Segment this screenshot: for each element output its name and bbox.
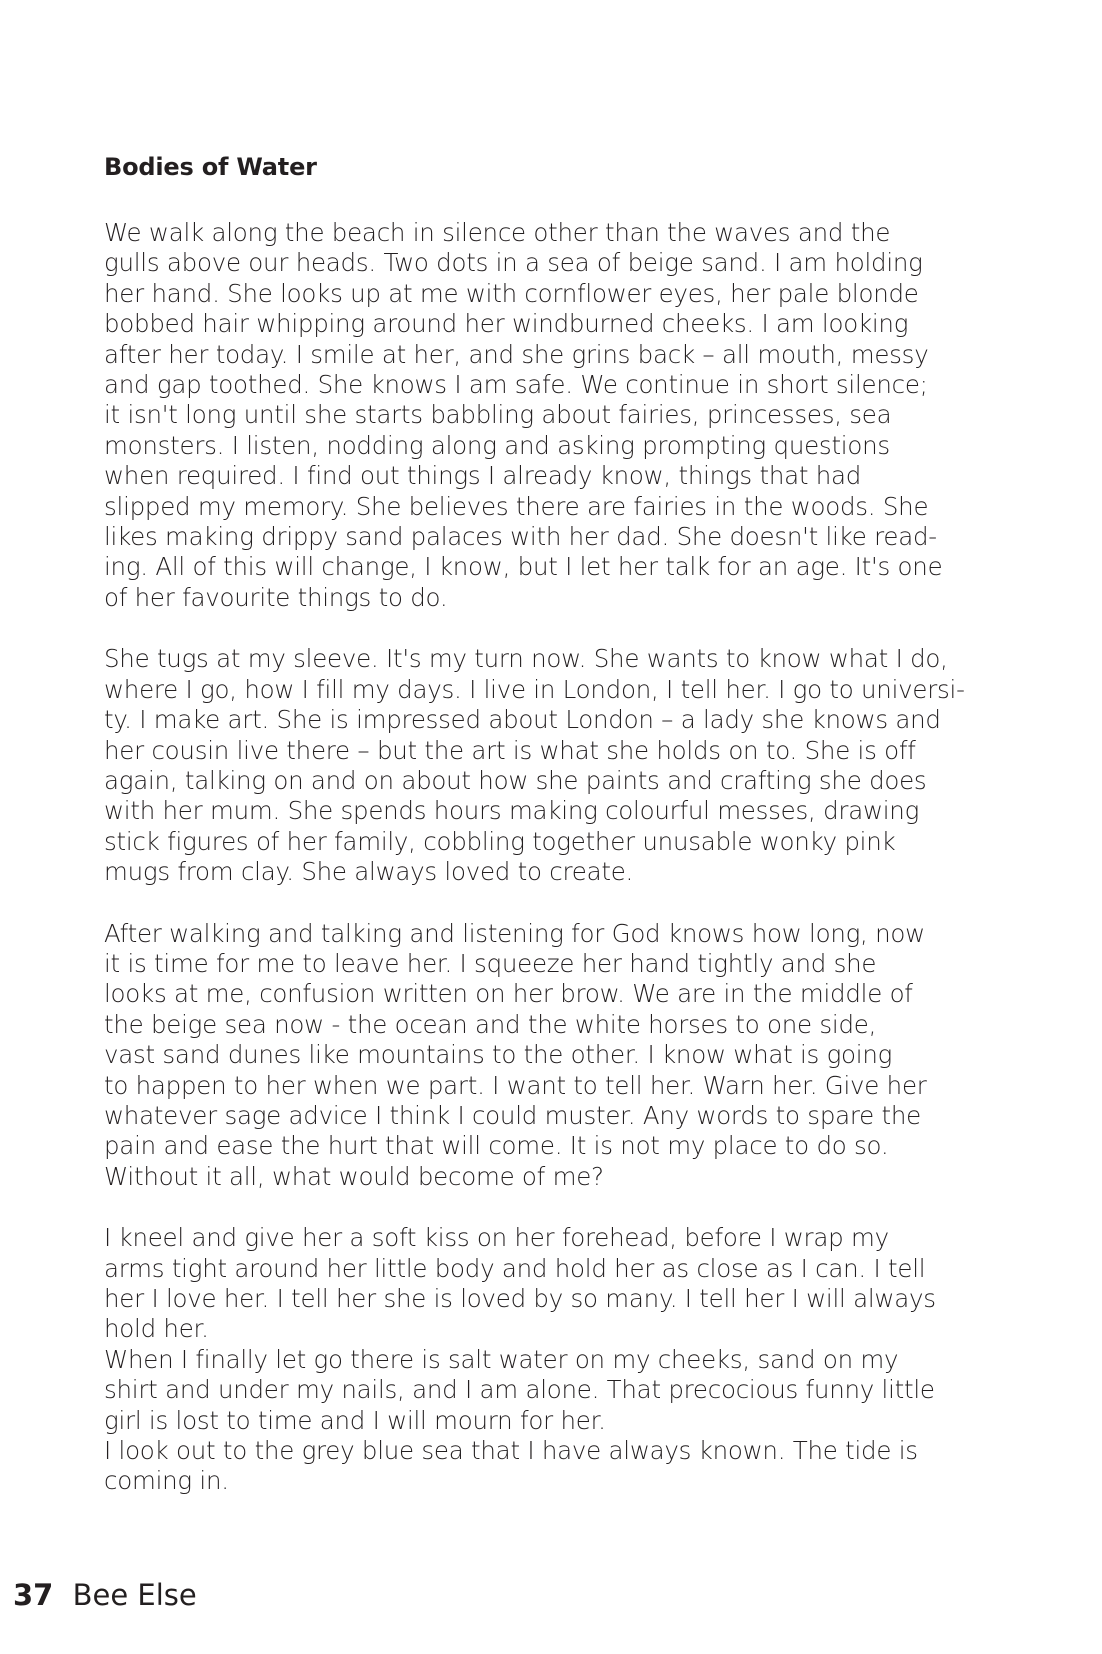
text-line: when required. I find out things I already know, things that had (104, 461, 862, 491)
text-line: We walk along the beach in silence other than the waves and the (104, 218, 891, 247)
text-line: looks at me, confusion written on her brow. We are in the middle of (104, 979, 913, 1009)
text-line: with her mum. She spends hours making colourful messes, drawing (104, 796, 920, 826)
text-line: her cousin live there – but the art is what she holds on to. She is off (104, 735, 916, 765)
text-line: ty. I make art. She is impressed about London – a lady she knows and (104, 705, 941, 735)
text-line: of her favourite things to do. (104, 582, 448, 612)
text-line: vast sand dunes like mountains to the other. I know what is going (104, 1040, 893, 1070)
text-line: I kneel and give her a soft kiss on her forehead, before I wrap my (104, 1223, 889, 1253)
text-line: likes making drippy sand palaces with her dad. She doesn't like read- (104, 522, 937, 552)
author-name: Bee Else (72, 1578, 197, 1612)
text-line: it is time for me to leave her. I squeeze her hand tightly and she (104, 948, 877, 978)
text-line: girl is lost to time and I will mourn for her. (104, 1405, 606, 1435)
text-line: monsters. I listen, nodding along and asking prompting questions (104, 430, 890, 460)
text-line: After walking and talking and listening for God knows how long, now (104, 918, 925, 948)
page-number: 37 (13, 1578, 54, 1612)
text-line: after her today. I smile at her, and she grins back – all mouth, messy (104, 339, 929, 369)
text-line: coming in. (104, 1466, 229, 1496)
paragraph-2 (104, 644, 1004, 887)
text-line: her I love her. I tell her she is loved by so many. I tell her I will always (104, 1284, 936, 1313)
text-line: where I go, how I fill my days. I live in London, I tell her. I go to universi- (104, 674, 965, 704)
text-line: and gap toothed. She knows I am safe. We continue in short silence; (104, 370, 928, 400)
text-line: hold her. (104, 1314, 209, 1344)
text-line: arms tight around her little body and hold her as close as I can. I tell (104, 1253, 926, 1283)
paragraph-4 (104, 1223, 1004, 1497)
text-line: to happen to her when we part. I want to tell her. Warn her. Give her (104, 1070, 927, 1100)
text-line: mugs from clay. She always loved to create. (104, 857, 634, 887)
text-line: She tugs at my sleeve. It's my turn now. She wants to know what I do, (104, 644, 948, 674)
text-line: stick figures of her family, cobbling together unusable wonky pink (104, 826, 896, 856)
text-line: When I finally let go there is salt water on my cheeks, sand on my (104, 1344, 899, 1374)
text-line: whatever sage advice I think I could muster. Any words to spare the (104, 1100, 921, 1130)
story-body (104, 218, 1004, 1528)
text-line: ing. All of this will change, I know, but I let her talk for an age. It's one (104, 552, 943, 582)
story-title: Bodies of Water (104, 153, 317, 181)
text-line: again, talking on and on about how she paints and crafting she does (104, 765, 927, 795)
text-line: her hand. She looks up at me with cornflower eyes, her pale blonde (104, 278, 919, 308)
text-line: slipped my memory. She believes there are fairies in the woods. She (104, 491, 929, 521)
text-line: the beige sea now - the ocean and the white horses to one side, (104, 1009, 877, 1039)
paragraph-3 (104, 919, 1004, 1193)
text-line: shirt and under my nails, and I am alone. That precocious funny little (104, 1375, 935, 1405)
text-line: I look out to the grey blue sea that I have always known. The tide is (104, 1436, 918, 1466)
text-line: it isn't long until she starts babbling about fairies, princesses, sea (104, 400, 892, 430)
paragraph-1 (104, 218, 1004, 613)
text-line: bobbed hair whipping around her windburned cheeks. I am looking (104, 309, 909, 339)
text-line: gulls above our heads. Two dots in a sea of beige sand. I am holding (104, 248, 923, 278)
text-line: pain and ease the hurt that will come. It is not my place to do so. (104, 1131, 889, 1161)
text-line: Without it all, what would become of me? (104, 1161, 604, 1191)
page-footer (13, 1578, 197, 1612)
